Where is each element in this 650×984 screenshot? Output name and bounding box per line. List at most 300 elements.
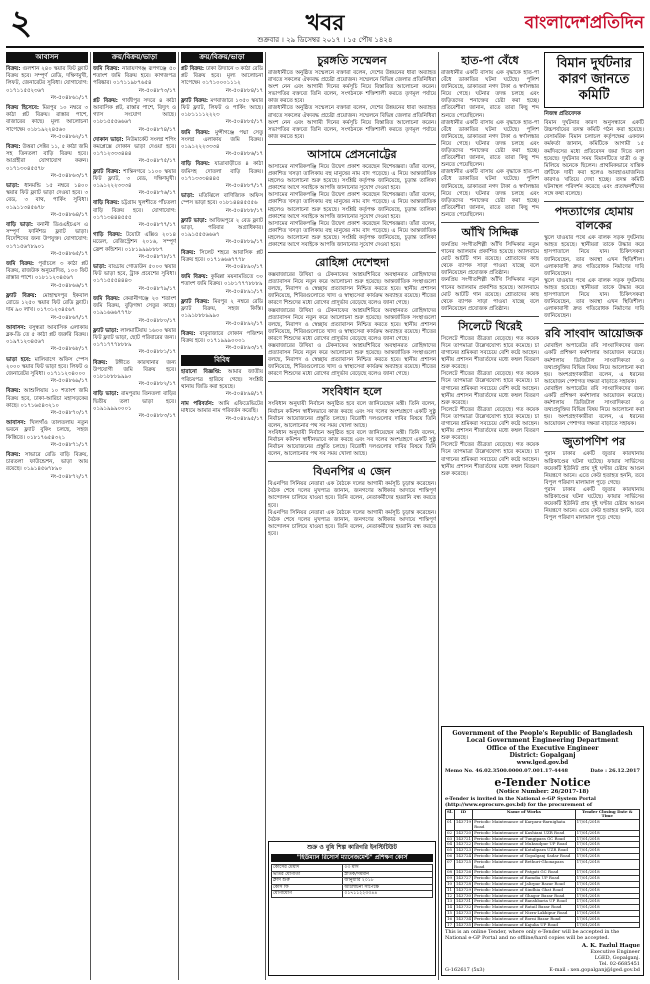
story-body: রাজধানীর একটি বাসায় এক বৃদ্ধাকে হাত-পা বেঁধে ডাকাতির ঘটনা ঘটেছে। পুলিশ জানিয়েছে, ডাকাতরা নগদ টাকা ও স্বর্ণালঙ্কার নিয়ে গেছে। ঘটনার তদন্ত চলছে এবং জড়িতদের শনাক্তের চেষ্টা করা হচ্ছে। প্রতিবেশীরা জানান, রাতে তারা কিছু শব্দ শুনতে পেয়েছিলেন।: [441, 119, 539, 169]
works-cell: 143719: [454, 820, 472, 831]
classified-ad-ref: নং-৫০৪৮৯৩/১৭: [225, 345, 263, 352]
works-cell: Periodic Maintenance of Kotalipara UZR Road: [473, 848, 575, 854]
classified-ad-ref: নং-৫০৪৮৬৫/১৭: [50, 250, 88, 257]
col-header: Sl.: [446, 809, 455, 820]
works-cell: 143732: [455, 904, 472, 910]
memo-line: [445, 768, 640, 774]
ad-cell: জানুয়ারি ২০১৮: [343, 878, 433, 885]
classified-ad: [93, 328, 176, 357]
works-table: [445, 809, 640, 929]
classified-ad-ref: নং-৫০৪৮৮১/১৭: [138, 349, 176, 356]
works-cell: 17/01/2018: [575, 910, 639, 916]
classified-ad-title: বিক্রয়:: [181, 249, 200, 256]
works-cell: 07: [446, 859, 455, 870]
story-divider: [268, 144, 436, 145]
notice-invite: e-Tender is invited in the National e-GP System Portal (http://www.eprocure.gov.bd) for the procurement of: [445, 795, 596, 808]
classified-ad-ref: নং-৫০৪৮৮৭/১৭: [225, 183, 263, 190]
classified-ad-title: বিক্রয়:: [6, 66, 23, 72]
ad-cell: আলোচনা সাপেক্ষে: [343, 884, 433, 891]
classified-ad-title: বিক্রয়:: [6, 144, 23, 151]
classified-ad-title: জমি বিক্রয়:: [181, 129, 216, 136]
classified-ad-ref: নং-৫০৪৮৮৮/১৭: [225, 207, 263, 214]
classified-ad: [181, 331, 263, 353]
story-body: রাজধানীতে অনুষ্ঠিত সম্মেলনে বক্তারা বলেন, দেশের উন্নয়নের ধারা অব্যাহত রাখতে সকলের ঐক্যবদ্ধ প্রচেষ্টা প্রয়োজন। সম্মেলনে বিভিন্ন জেলার প্রতিনিধিরা অংশ নেন এবং আগামী দিনের কর্মসূচি নিয়ে বিস্তারিত আলোচনা করেন। সভাপতির বক্তব্যে তিনি বলেন, সংগঠনকে শক্তিশালী করতে তৃণমূল পর্যায়ে কাজ করতে হবে।: [268, 70, 436, 105]
works-cell: 143731: [455, 898, 472, 904]
classified-ad-text: খিলগাঁও তালতলায় নতুন ভবনে ফ্ল্যাট বুকিং চলছে, সহজ কিস্তিতে। ০১৮১৭৬৫৪৩২১: [6, 420, 88, 441]
works-row: [446, 922, 640, 928]
story-body: আসামের নাগরিকপঞ্জি নিয়ে উদ্বেগ প্রকাশ করেছেন বিশেষজ্ঞরা। তাঁরা বলেন, প্রকাশিত খসড়া তালিকায় বহু মানুষের নাম বাদ পড়েছে। এ নিয়ে আন্তর্জাতিক মহলেও আলোচনা শুরু হয়েছে। সংশ্লিষ্ট কর্তৃপক্ষ জানিয়েছে, চূড়ান্ত তালিকা প্রকাশের আগে সবাইকে আপত্তি জানানোর সুযোগ দেওয়া হবে।: [268, 220, 436, 248]
classified-ad: [181, 218, 263, 247]
news-column-right-b: [544, 52, 644, 722]
classified-list: [6, 66, 88, 481]
works-cell: 06: [446, 854, 455, 860]
story-divider: [268, 381, 436, 382]
classified-ad: [6, 105, 88, 141]
classified-ad-ref: নং-৫০৪৮৮৬/১৭: [225, 151, 263, 158]
ad-cell: ক্লাস শুরু: [272, 878, 343, 885]
classified-ad-title: বিক্রয় হিসেবে:: [6, 105, 43, 112]
story-body: স্কুলে যাওয়ার পথে এক বালক সড়ক দুর্ঘটনায় আহত হয়েছে। স্থানীয়রা তাকে উদ্ধার করে হাসপাতালে নিয়ে যান। চিকিৎসকরা জানিয়েছেন, তার অবস্থা এখন স্থিতিশীল। এলাকাবাসী দ্রুত গতিরোধক নির্মাণের দাবি জানিয়েছেন।: [544, 235, 644, 277]
story-title: আসামে প্রেসনোট্টের: [307, 147, 397, 161]
classified-ad-title: নাম পরিবর্তন:: [181, 401, 219, 408]
masthead-rule: [6, 46, 644, 48]
classified-ad-text: মিরপুর ১০ নম্বরে ৩ কাঠা প্লট বিক্রয়। রাস্তার পাশে, বাজারের কাছে। মূল্য আলোচনা সাপেক্ষে। ০১৮১৯২২৪৫৬০: [6, 105, 88, 133]
classified-ad: [6, 66, 88, 102]
works-cell: 17/01/2018: [575, 876, 639, 882]
story-body: পুরান ঢাকার একটি জুতার কারখানায় অগ্নিকাণ্ডের ঘটনা ঘটেছে। ফায়ার সার্ভিসের কয়েকটি ইউনিট প্রায় দুই ঘণ্টার চেষ্টায় আগুন নিয়ন্ত্রণে আনে। এতে কেউ হতাহত হননি, তবে বিপুল পরিমাণ মালামাল পুড়ে গেছে।: [544, 451, 644, 486]
classified-ad-title: বিক্রয়:: [181, 330, 200, 337]
works-cell: 143725: [454, 859, 472, 870]
works-cell: Periodic Maintenance of Ratail Bazar Road: [473, 905, 575, 911]
works-row: [446, 820, 640, 831]
works-cell: 03: [446, 836, 455, 842]
works-cell: Periodic Maintenance of Sindhia Ghat Road: [473, 887, 575, 893]
classified-ad-ref: নং-৫০৪৮৭৭/১৭: [138, 222, 176, 229]
works-cell: 17/01/2018: [575, 854, 639, 860]
gov-line: Local Government Engineering Department: [466, 737, 619, 745]
classified-ad: [181, 369, 263, 398]
classified-ad-title: ফ্ল্যাট বিক্রয়:: [6, 292, 43, 299]
classified-ad-ref: নং-৫০৪৮৬৪/১৭: [50, 211, 88, 218]
classified-ad-text: আমার জাতীয় পরিচয়পত্র হারিয়ে গেছে। সংশ্লিষ্ট থানায় জিডি করা হয়েছে।: [181, 369, 263, 390]
classified-ad: [6, 183, 88, 219]
training-advertisement: [268, 841, 436, 976]
classified-ad: [93, 360, 176, 389]
works-cell: 143728: [455, 880, 472, 886]
classified-ad: [181, 161, 263, 190]
gov-line: Government of the People's Republic of Bangladesh: [452, 730, 633, 737]
classified-ad: [6, 144, 88, 180]
classified-ad-title: প্লট বিক্রয়:: [181, 66, 207, 72]
classified-ad: [181, 250, 263, 272]
classified-ad-text: বাড্ডায় গোডাউন ৫০০০ স্কয়ার ফিট ভাড়া হবে, ট্রাক প্রবেশের সুবিধা। ০১৭১৫৫৫৪৪৪৩: [93, 264, 176, 285]
ad-cell: ০১৭১১২২৩৩৪৪: [343, 891, 433, 898]
works-cell: 17/01/2018: [575, 887, 639, 893]
classified-ad-title: ভাড়া:: [93, 264, 109, 271]
works-cell: 143727: [455, 875, 472, 881]
works-cell: 09: [446, 876, 455, 882]
classified-ad-ref: নং-৫০৪৮৯৪/১৭: [225, 390, 263, 397]
classified-ad-ref: নং-৫০৪৮৬৬/১৭: [50, 282, 88, 289]
story-body: কক্সবাজারের উখিয়া ও টেকনাফের আশ্রয়শিবিরে অবস্থানরত রোহিঙ্গাদের প্রত্যাবাসন নিয়ে নতুন করে আলোচনা শুরু হয়েছে। আন্তর্জাতিক সংস্থাগুলো বলছে, নিরাপদ ও স্বেচ্ছায় প্রত্যাবাসন নিশ্চিত করতে হবে। স্থানীয় প্রশাসন জানিয়েছে, শিবিরগুলোতে খাদ্য ও স্বাস্থ্যসেবা কার্যক্রম অব্যাহত রয়েছে। শীতের কারণে শিশুদের মধ্যে রোগের প্রাদুর্ভাব বেড়েছে বলেও জানা গেছে।: [268, 272, 436, 307]
classified-ad-title: জমি বিক্রয়:: [6, 261, 39, 268]
classified-ad-ref: নং-৫০৪৮৭৯/১৭: [138, 285, 176, 292]
works-cell: 13: [446, 899, 455, 905]
classified-ad-title: বাড়ি বিক্রয়:: [93, 200, 122, 207]
story-body: জনপ্রিয় সংগীতশিল্পী আঁখি সিদ্দিকার নতুন গানের অ্যালবাম প্রকাশিত হয়েছে। অ্যালবামে মোট আটটি গান রয়েছে। শ্রোতাদের কাছ থেকে ব্যাপক সাড়া পাওয়া যাচ্ছে বলে জানিয়েছেন প্রযোজক প্রতিষ্ঠান।: [441, 277, 539, 312]
classified-ad: [181, 299, 263, 328]
works-cell: Periodic Maintenance of Ramdia UP Road: [473, 876, 575, 882]
classified-ad-ref: নং-৫০৪৮৬২/১৭: [50, 133, 88, 140]
classified-ad-title: আবাসন:: [6, 324, 29, 331]
classified-ad-text: যাত্রাবাড়ীতে ৪ কাঠা জমিসহ দোতলা বাড়ি বিক্রয়। ০১৭১৩৩৩৪৪৪৫: [181, 161, 263, 182]
classified-ad-text: বনানী ডিওএইচএস এ সম্পূর্ণ ফার্নিশড ফ্ল্যাট ভাড়া। বিদেশিদের জন্য উপযুক্ত। যোগাযোগ: ০১৭১৫৬৭৮৯০১: [6, 222, 88, 250]
works-cell: 143726: [455, 869, 472, 875]
classified-ad-title: ফ্ল্যাট বিক্রয়:: [181, 97, 211, 104]
dateline: শুক্রবার । ২৯ ডিসেম্বর ২০১৭ । ১৫ পৌষ ১৪২৪: [257, 36, 393, 44]
works-cell: Periodic Maintenance of Kashiani UZR Road: [473, 830, 575, 836]
ad-banner: "হিউম্যান রিসোর্স ম্যানেজমেন্ট" প্রশিক্ষণ কোর্স: [271, 854, 433, 862]
ad-header: শুক্র ও বুধি শিল্প কারিগরি ইনস্টিটিউট: [307, 844, 397, 851]
story-body: সংবিধান অনুযায়ী নির্বাচন অনুষ্ঠিত হবে বলে জানিয়েছেন মন্ত্রী। তিনি বলেন, নির্বাচন কমিশন স্বাধীনভাবে কাজ করছে এবং সব দলের অংশগ্রহণে একটি সুষ্ঠু নির্বাচন আয়োজনের প্রস্তুতি চলছে। বিরোধী দলগুলোর দাবির বিষয়ে তিনি বলেন, আলোচনার পথ সব সময় খোলা আছে।: [268, 401, 436, 429]
classified-ad-title: বিক্রয়:: [6, 451, 25, 458]
classified-ad-title: ভাড়া:: [6, 183, 25, 190]
classified-ad-ref: নং-৫০৪৮৮২/১৭: [138, 381, 176, 388]
classified-ad: [93, 264, 176, 293]
classified-ad-text: গাজীপুর সদরে ৪ কাঠা আবাসিক প্লট, রাস্তার পাশে, বিদ্যুৎ ও গ্যাস সংযোগ আছে। ০১৮১৫৫৫৬৬৬৭: [93, 97, 176, 126]
story-title: চুরঙ্গতি সম্মেলন: [317, 54, 387, 67]
story-body: সিলেটে শীতের তীব্রতা বেড়েছে। গত কয়েক দিনে তাপমাত্রা উল্লেখযোগ্য হারে কমেছে। চা বাগানের শ্রমিকরা সবচেয়ে বেশি কষ্টে আছেন। স্থানীয় প্রশাসন শীতার্তদের মধ্যে কম্বল বিতরণ শুরু করেছে।: [441, 406, 539, 442]
classified-ad-text: ঢাকা উদ্যানে ৩ কাঠা রেডি প্লট বিক্রয় হবে। মূল্য আলোচনা সাপেক্ষে। ০১৭১০০০১১১২: [181, 66, 263, 87]
col-header: Name of Works: [473, 809, 575, 820]
col-header: ID: [454, 809, 472, 820]
classified-ad: [6, 420, 88, 449]
classified-list: [93, 66, 176, 420]
classified-ad-title: জমি বিক্রয়:: [93, 66, 123, 72]
classified-ad-text: মুন্সীগঞ্জে পদ্মা সেতু সংলগ্ন এলাকায় জমি বিক্রয়। ০১৯১২২২৩৩৩৪: [181, 129, 263, 151]
brand-logo: বাংলাদেশপ্রতিদিন: [524, 13, 644, 33]
classified-ad: [181, 130, 263, 159]
classified-ad-ref: নং-৫০৪৮৭৩/১৭: [138, 87, 176, 94]
works-cell: 02: [446, 830, 455, 836]
classified-ad-text: কুমিল্লা ময়নামতিতে ৩০ শতাংশ জমি বিক্রয়। ০১৮১৭৭৭৮৮৮৯: [181, 274, 263, 288]
works-cell: 17: [446, 922, 455, 928]
classified-ad: [6, 452, 88, 481]
classified-ad-ref: নং-৫০৪৮৮০/১৭: [138, 317, 176, 324]
column-rule: [265, 52, 266, 980]
classified-ad-title: গাড়ি বিক্রয়:: [93, 232, 127, 239]
classified-ad-title: দোকান ভাড়া:: [93, 136, 126, 143]
gov-website: www.lged.gov.bd: [516, 759, 569, 766]
ad-row: [272, 884, 433, 891]
story-title: রবি সাংবাদ আয়োজক: [545, 327, 643, 341]
classified-ad-text: আমি এফিডেভিটের মাধ্যমে আমার নাম পরিবর্তন করেছি।: [181, 401, 263, 415]
story-title: সংবিধান হলে: [322, 385, 382, 399]
story-body: সিলেটে শীতের তীব্রতা বেড়েছে। গত কয়েক দিনে তাপমাত্রা উল্লেখযোগ্য হারে কমেছে। চা বাগানের শ্রমিকরা সবচেয়ে বেশি কষ্টে আছেন। স্থানীয় প্রশাসন শীতার্তদের মধ্যে কম্বল বিতরণ শুরু করেছে।: [441, 335, 539, 371]
story-divider: [544, 201, 644, 202]
works-cell: Periodic Maintenance of Bethuri-Ghonapara Road: [473, 859, 575, 870]
story-body: রাজধানীতে অনুষ্ঠিত সম্মেলনে বক্তারা বলেন, দেশের উন্নয়নের ধারা অব্যাহত রাখতে সকলের ঐক্যবদ্ধ প্রচেষ্টা প্রয়োজন। সম্মেলনে বিভিন্ন জেলার প্রতিনিধিরা অংশ নেন এবং আগামী দিনের কর্মসূচি নিয়ে বিস্তারিত আলোচনা করেন। সভাপতির বক্তব্যে তিনি বলেন, সংগঠনকে শক্তিশালী করতে তৃণমূল পর্যায়ে কাজ করতে হবে।: [268, 105, 436, 140]
classified-ad-title: বিক্রয়:: [93, 359, 116, 366]
classified-ad-text: ধানমন্ডি ১৫ নম্বরে ১৪০০ স্কয়ার ফিট ফ্ল্যাট ভাড়া দেওয়া হবে। ৩ বেড, ৩ বাথ, পার্কিং সুবিধা। ০১৯১১৩৪৫৬৭৮: [6, 183, 88, 211]
story-title: সিলেটে থিরেই: [458, 319, 522, 333]
signatory-office: LGED, Gopalganj.: [594, 955, 640, 962]
story-title: হাত-পা বেঁধে: [461, 54, 519, 67]
signatory-title: Executive Engineer: [590, 949, 640, 956]
works-row: [446, 859, 640, 870]
notice-title: e-Tender Notice: [494, 775, 591, 789]
classified-ad-title: ফ্ল্যাট বিক্রয়:: [93, 168, 124, 175]
works-cell: 15: [446, 910, 455, 916]
classified-ad: [181, 66, 263, 95]
gov-line: District: Gopalganj: [509, 752, 576, 760]
story-byline: নিজস্ব প্রতিবেদক: [544, 111, 581, 117]
classified-ad-text: মগবাজারে ১৩৫০ স্কয়ার ফিট ফ্ল্যাট, লিফট ও পার্কিং আছে। ০১৮১১১১২২২৩: [181, 97, 263, 119]
classified-ad-ref: নং-৫০৪৮৭১/১৭: [50, 441, 88, 448]
classified-ad-text: পূর্বাচলে ৩ কাঠা প্লট বিক্রয়, রাজউক অনুমোদিত, ১০০ ফিট রাস্তার পাশে। ০১৮১১২৩৪৫৬৭: [6, 261, 88, 282]
classifieds-column-3: [181, 52, 263, 980]
story-title: পদত্যাগের হোমায় বালকের: [554, 205, 634, 233]
classified-ad-ref: নং-৫০৪৮৯২/১৭: [225, 320, 263, 327]
classified-ad: [181, 193, 263, 215]
classified-ad-text: বাবুবাজারে দোকান পজিশন বিক্রয় হবে। ০১৭১৯৯৯০০০১: [181, 330, 263, 344]
column-rule: [438, 52, 439, 980]
classified-ad-text: কেরানীগঞ্জে ২০ শতাংশ জমি বিক্রয়, বুড়িগঙ্গা সেতুর কাছে। ০১৯১৬৬৬৭৭৭৮: [93, 295, 176, 317]
classified-ad: [6, 293, 88, 322]
works-cell: 17/01/2018: [575, 842, 639, 848]
classified-ad: [6, 222, 88, 258]
classified-ad-text: শান্তিনগরে ১১০০ স্কয়ার ফিট ফ্ল্যাট, ৩ বেড, দক্ষিণমুখী। ০১৯১২২২৩৩৩৪: [93, 168, 176, 190]
classified-ad: [6, 388, 88, 417]
classified-ad-text: নারায়ণগঞ্জ রূপগঞ্জে ৫০ শতাংশ জমি বিক্রয় হবে। কাগজপত্র পরিষ্কার। ০১৭১১৯৮৭৬৫৪: [93, 66, 176, 87]
works-cell: 143735: [455, 921, 472, 927]
story-body: স্কুলে যাওয়ার পথে এক বালক সড়ক দুর্ঘটনায় আহত হয়েছে। স্থানীয়রা তাকে উদ্ধার করে হাসপাতালে নিয়ে যান। চিকিৎসকরা জানিয়েছেন, তার অবস্থা এখন স্থিতিশীল। এলাকাবাসী দ্রুত গতিরোধক নির্মাণের দাবি জানিয়েছেন।: [544, 277, 644, 320]
works-cell: 17/01/2018: [575, 922, 639, 928]
classified-ad-ref: নং-৫০৪৮৬১/১৭: [50, 94, 88, 101]
memo-date: Date : 26.12.2017: [590, 767, 640, 774]
classified-ad-ref: নং-৫০৪৮৯৫/১৭: [225, 415, 263, 422]
works-cell: 17/01/2018: [575, 916, 639, 922]
works-cell: 143730: [455, 892, 472, 898]
works-cell: 17/01/2018: [575, 820, 639, 831]
classifieds-heading: আবাসন: [6, 52, 88, 63]
classified-ad: [93, 137, 176, 166]
classified-ad: [6, 357, 88, 386]
works-cell: 17/01/2018: [575, 881, 639, 887]
classified-ad-ref: নং-৫০৪৮৭৮/১৭: [138, 253, 176, 260]
classified-ad-ref: নং-৫০৪৮৭৪/১৭: [138, 126, 176, 133]
lead-story-title: বিমান দুর্ঘটনার কারণ জানতে কমিটি: [544, 52, 644, 108]
story-body: আসামের নাগরিকপঞ্জি নিয়ে উদ্বেগ প্রকাশ করেছেন বিশেষজ্ঞরা। তাঁরা বলেন, প্রকাশিত খসড়া তালিকায় বহু মানুষের নাম বাদ পড়েছে। এ নিয়ে আন্তর্জাতিক মহলেও আলোচনা শুরু হয়েছে। সংশ্লিষ্ট কর্তৃপক্ষ জানিয়েছে, চূড়ান্ত তালিকা প্রকাশের আগে সবাইকে আপত্তি জানানোর সুযোগ দেওয়া হবে।: [268, 163, 436, 192]
classified-ad-title: ফ্ল্যাট বিক্রয়:: [181, 298, 213, 305]
e-tender-notice: [441, 726, 644, 976]
story-body: বিএনপির সিনিয়র নেতারা এক বৈঠকে দলের আগামী কর্মসূচি চূড়ান্ত করেছেন। বৈঠক শেষে দলের মুখপাত্র জানান, জনগণের অধিকার আদায়ে শান্তিপূর্ণ আন্দোলন চালিয়ে যাওয়া হবে। তিনি বলেন, নেতাকর্মীদের হয়রানি বন্ধ করতে হবে।: [268, 481, 436, 509]
classified-list: [181, 369, 263, 422]
classifieds-heading: ক্রয়/বিক্রয়/ভাড়া: [93, 52, 176, 63]
signatory-name: A. K. Fazlul Haque: [581, 943, 640, 950]
ad-cell: ভর্তির যোগ্যতা: [272, 871, 343, 878]
masthead: [6, 4, 644, 46]
works-cell: 17/01/2018: [575, 870, 639, 876]
works-cell: 143734: [455, 915, 472, 921]
story-divider: [441, 222, 539, 223]
classified-ad: [181, 98, 263, 127]
classified-ad-ref: নং-৫০৪৮৮৩/১৭: [138, 412, 176, 419]
classified-ad-ref: নং-৫০৪৮৬৭/১৭: [50, 314, 88, 321]
notice-footer: This is an online Tender, where only e-Tender will be accepted in the National e-GP Portal and no offline/hard copies will be accepted.: [445, 929, 620, 942]
story-divider: [544, 431, 644, 432]
classified-ad-text: উত্তরা সেক্টর ১১, ৫ কাঠা জমি সহ তিনতলা বাড়ি বিক্রয় হবে। আগ্রহীরা যোগাযোগ করুন। ০১৭১৩০৪৫৫৭৮: [6, 144, 88, 172]
column-rule: [90, 52, 91, 980]
story-title: জুতাপণিশ পর: [562, 435, 626, 449]
story-body: আসামের নাগরিকপঞ্জি নিয়ে উদ্বেগ প্রকাশ করেছেন বিশেষজ্ঞরা। তাঁরা বলেন, প্রকাশিত খসড়া তালিকায় বহু মানুষের নাম বাদ পড়েছে। এ নিয়ে আন্তর্জাতিক মহলেও আলোচনা শুরু হয়েছে। সংশ্লিষ্ট কর্তৃপক্ষ জানিয়েছে, চূড়ান্ত তালিকা প্রকাশের আগে সবাইকে আপত্তি জানানোর সুযোগ দেওয়া হবে।: [268, 192, 436, 220]
classified-ad-text: নিউমার্কেট সংলগ্ন শপিং কমপ্লেক্সে দোকান ভাড়া দেওয়া হবে। ০১৭১২৩৩৩৪৪৪: [93, 136, 176, 158]
story-body: সিলেটে শীতের তীব্রতা বেড়েছে। গত কয়েক দিনে তাপমাত্রা উল্লেখযোগ্য হারে কমেছে। চা বাগানের শ্রমিকরা সবচেয়ে বেশি কষ্টে আছেন। স্থানীয় প্রশাসন শীতার্তদের মধ্যে কম্বল বিতরণ শুরু করেছে।: [441, 442, 539, 477]
story-divider: [441, 316, 539, 317]
memo-number: Memo No. 46.02.3500.0000.07.001.17-4448: [445, 767, 568, 774]
works-cell: Periodic Maintenance of Muksudpur UP Road: [473, 842, 575, 848]
story-body: মোবাইল অপারেটর রবি সাংবাদিকদের জন্য একটি প্রশিক্ষণ কর্মশালার আয়োজন করেছে। কর্মশালায় ডিজিটাল সাংবাদিকতা ও তথ্যপ্রযুক্তির বিভিন্ন বিষয় নিয়ে আলোচনা করা হয়। অংশগ্রহণকারীরা বলেন, এ ধরনের আয়োজন পেশাগত দক্ষতা বাড়াতে সহায়ক।: [544, 343, 644, 385]
works-cell: Periodic Maintenance of Borni Bazar Road: [473, 916, 575, 922]
classified-ad-text: টঙ্গীতে কারখানার জন্য উপযোগী জমি বিক্রয় হবে। ০১৮১৮৮৮৯৯৯০: [93, 359, 176, 380]
classified-ad: [93, 232, 176, 261]
notice-number: (Notice Number: 26/2017-18): [496, 788, 589, 795]
classified-ad: [6, 261, 88, 290]
classified-ad-ref: নং-৫০৪৮৭২/১৭: [50, 473, 88, 480]
story-body: পুরান ঢাকার একটি জুতার কারখানায় অগ্নিকাণ্ডের ঘটনা ঘটেছে। ফায়ার সার্ভিসের কয়েকটি ইউনিট প্রায় দুই ঘণ্টার চেষ্টায় আগুন নিয়ন্ত্রণে আনে। এতে কেউ হতাহত হননি, তবে বিপুল পরিমাণ মালামাল পুড়ে গেছে।: [544, 486, 644, 522]
classified-ad-ref: নং-৫০৪৮৬৯/১৭: [50, 378, 88, 385]
classified-ad-text: গুলশান ২৪০ স্কয়ার ফিট ফ্ল্যাট বিক্রয় হবে। সম্পূর্ণ রেডি, দক্ষিণমুখী, লিফট, জেনারেটর সুবিধা। যোগাযোগ: ০১৭১১৫৫২৩৬৭: [6, 66, 88, 94]
works-cell: 04: [446, 842, 455, 848]
classified-ad-text: বসুন্ধরা আবাসিক এলাকায় ব্লক-ডি তে ৫ কাঠা প্লট জরুরি বিক্রয়। ০১৯৭১২৩৪৫৬৭: [6, 324, 88, 346]
classified-ad-text: সিলেট শহরে আবাসিক প্লট বিক্রয় হবে। ০১৭১৬৬৬৭৭৭৮: [181, 249, 263, 263]
classified-ad: [93, 66, 176, 95]
classified-ad-ref: নং-৫০৪৮৭৬/১৭: [138, 190, 176, 197]
classified-ad-ref: নং-৫০৪৮৮৯/১৭: [225, 239, 263, 246]
ad-row: [272, 878, 433, 885]
classified-ad: [93, 169, 176, 198]
classified-ad-ref: নং-৫০৪৮৭০/১৭: [50, 409, 88, 416]
works-cell: 17/01/2018: [575, 905, 639, 911]
works-cell: 143721: [455, 835, 472, 841]
classified-ad-text: লালমাটিয়ায় ১৬০০ স্কয়ার ফিট ফ্ল্যাট ভাড়া, ছোট পরিবারের জন্য। ০১৭১৭৭৭৮৮৮৯: [93, 327, 176, 349]
story-body: রাজধানীর একটি বাসায় এক বৃদ্ধাকে হাত-পা বেঁধে ডাকাতির ঘটনা ঘটেছে। পুলিশ জানিয়েছে, ডাকাতরা নগদ টাকা ও স্বর্ণালঙ্কার নিয়ে গেছে। ঘটনার তদন্ত চলছে এবং জড়িতদের শনাক্তের চেষ্টা করা হচ্ছে। প্রতিবেশীরা জানান, রাতে তারা কিছু শব্দ শুনতে পেয়েছিলেন।: [441, 70, 539, 119]
classified-ad-text: মিরপুর ২ নম্বরে রেডি ফ্ল্যাট বিক্রয়, সহজ কিস্তি। ০১৯১৮৮৮৯৯৯০: [181, 298, 263, 320]
works-cell: Periodic Maintenance of Patgati GC Road: [473, 870, 575, 876]
news-column-center: [268, 52, 436, 837]
story-title: রোহিঙ্গা দেশেহুদা: [314, 256, 390, 270]
page-number: ২: [10, 3, 33, 43]
classified-ad: [181, 401, 263, 423]
works-cell: 17/01/2018: [575, 848, 639, 854]
signatory-tel: Tel. 02-6685451: [598, 961, 640, 968]
classified-ad: [6, 325, 88, 354]
story-title: বিএনপির এ জেন: [313, 465, 391, 479]
story-divider: [268, 252, 436, 253]
works-cell: 11: [446, 887, 455, 893]
classified-ad-ref: নং-৫০৪৮৮৫/১৭: [225, 119, 263, 126]
works-cell: 17/01/2018: [575, 859, 639, 870]
classified-ad-title: ভাড়া:: [181, 193, 199, 200]
story-divider: [268, 461, 436, 462]
classified-ad-ref: নং-৫০৪৮৬৮/১৭: [50, 346, 88, 353]
classified-ad-ref: নং-৫০৪৮৮৪/১৭: [225, 87, 263, 94]
classified-ad-title: বিক্রয়:: [6, 388, 24, 395]
works-cell: 17/01/2018: [575, 893, 639, 899]
classified-ad-title: বাড়ি বিক্রয়:: [181, 161, 215, 168]
works-cell: 05: [446, 848, 455, 854]
ad-cell: যোগাযোগ: [272, 891, 343, 898]
works-cell: Periodic Maintenance of Jalirpar Bazar Road: [473, 881, 575, 887]
classifieds-column-1: [6, 52, 88, 980]
ad-cell: ০৩ মাস: [343, 865, 433, 872]
works-cell: Periodic Maintenance of Gopalganj Sadar Road: [473, 854, 575, 860]
story-divider: [544, 323, 644, 324]
story-body: কক্সবাজারের উখিয়া ও টেকনাফের আশ্রয়শিবিরে অবস্থানরত রোহিঙ্গাদের প্রত্যাবাসন নিয়ে নতুন করে আলোচনা শুরু হয়েছে। আন্তর্জাতিক সংস্থাগুলো বলছে, নিরাপদ ও স্বেচ্ছায় প্রত্যাবাসন নিশ্চিত করতে হবে। স্থানীয় প্রশাসন জানিয়েছে, শিবিরগুলোতে খাদ্য ও স্বাস্থ্যসেবা কার্যক্রম অব্যাহত রয়েছে। শীতের কারণে শিশুদের মধ্যে রোগের প্রাদুর্ভাব বেড়েছে বলেও জানা গেছে।: [268, 343, 436, 378]
ad-row: [272, 871, 433, 878]
works-cell: Periodic Maintenance of Nizra-Lakhipur Road: [473, 910, 575, 916]
section-name: খবর: [305, 10, 345, 36]
classified-ad-ref: নং-৫০৪৮৯১/১৭: [225, 288, 263, 295]
classified-ad-text: আশুলিয়ায় ১০ শতাংশ জমি বিক্রয় হবে, ঢাকা-আরিচা মহাসড়কের কাছে। ০১৭১৬৫৪৩২১০: [6, 388, 88, 409]
story-body: মোবাইল অপারেটর রবি সাংবাদিকদের জন্য একটি প্রশিক্ষণ কর্মশালার আয়োজন করেছে। কর্মশালায় ডিজিটাল সাংবাদিকতা ও তথ্যপ্রযুক্তির বিভিন্ন বিষয় নিয়ে আলোচনা করা হয়। অংশগ্রহণকারীরা বলেন, এ ধরনের আয়োজন পেশাগত দক্ষতা বাড়াতে সহায়ক।: [544, 385, 644, 428]
ad-row: [272, 865, 433, 872]
classified-ad-title: জমি বিক্রয়:: [93, 295, 124, 302]
works-cell: 143724: [455, 853, 472, 858]
story-body: জনপ্রিয় সংগীতশিল্পী আঁখি সিদ্দিকার নতুন গানের অ্যালবাম প্রকাশিত হয়েছে। অ্যালবামে মোট আটটি গান রয়েছে। শ্রোতাদের কাছ থেকে ব্যাপক সাড়া পাওয়া যাচ্ছে বলে জানিয়েছেন প্রযোজক প্রতিষ্ঠান।: [441, 241, 539, 277]
classified-ad-ref: নং-৫০৪৮৬৩/১৭: [50, 172, 88, 179]
works-cell: 143723: [455, 847, 472, 853]
classified-list: [181, 66, 263, 352]
classified-ad-text: মালিবাগে অফিস স্পেস ২০০০ স্কয়ার ফিট ভাড়া হবে। লিফট ও জেনারেটর সুবিধা। ০১৭১১২৩৪০০০: [6, 356, 88, 377]
classified-ad-title: বাড়ি ভাড়া:: [6, 222, 37, 229]
classified-ad-text: মতিঝিলে বাণিজ্যিক অফিস স্পেস ভাড়া হবে। ০১৮১৪৪৪৫৫৫৬: [181, 193, 263, 207]
col-header: Tender Closing Date & Time: [575, 809, 639, 820]
news-column-right-a: [441, 52, 539, 722]
story-title: আঁখি সিদ্দিক্ক: [461, 225, 519, 239]
classifieds-column-2: [93, 52, 176, 980]
works-cell: Periodic Maintenance of Ghagor Bazar Road: [473, 893, 575, 899]
classified-ad-text: সাভারে রেডি বাড়ি বিক্রয়, চারতলা ফাউন্ডেশন, ভাড়া আয় রয়েছে। ০১৯১৪৫৬৭৮৯০: [6, 451, 88, 473]
classified-ad: [181, 274, 263, 296]
works-cell: 143720: [455, 829, 472, 835]
works-cell: 17/01/2018: [575, 836, 639, 842]
column-rule: [178, 52, 179, 980]
ad-row: [272, 891, 433, 898]
classified-ad-text: রামপুরায় তিনতলা বাড়ির দ্বিতীয় তলা ভাড়া হবে। ০১৯১৯৯৯০০০১: [93, 391, 176, 412]
classified-ad-title: বাড়ি ভাড়া:: [93, 391, 122, 398]
ad-cell: স্নাতক/সমমান: [343, 871, 433, 878]
classified-ad-title: ফ্ল্যাট ভাড়া:: [181, 217, 210, 224]
works-cell: 12: [446, 893, 455, 899]
ad-cell: কোর্স ফি: [272, 884, 343, 891]
gd-reference: G-162617 (5x3): [445, 967, 485, 973]
works-cell: 17/01/2018: [575, 830, 639, 836]
works-cell: 08: [446, 870, 455, 876]
works-cell: Periodic Maintenance of Karpara-Barnighata Road: [473, 820, 575, 831]
story-body: সিলেটে শীতের তীব্রতা বেড়েছে। গত কয়েক দিনে তাপমাত্রা উল্লেখযোগ্য হারে কমেছে। চা বাগানের শ্রমিকরা সবচেয়ে বেশি কষ্টে আছেন। স্থানীয় প্রশাসন শীতার্তদের মধ্যে কম্বল বিতরণ শুরু করেছে।: [441, 371, 539, 406]
works-cell: 17/01/2018: [575, 899, 639, 905]
works-cell: 10: [446, 881, 455, 887]
classified-ad-ref: নং-৫০৪৮৭৫/১৭: [138, 158, 176, 165]
classified-ad-text: মোহাম্মদপুর ইকবাল রোডে ১২৫০ স্কয়ার ফিট রেডি ফ্ল্যাট। দাম ৯০ লাখ। ০১৭৩১২৩৪৫৬৭: [6, 292, 88, 314]
classified-ad-ref: নং-৫০৪৮৯০/১৭: [225, 264, 263, 271]
classified-ad: [93, 98, 176, 134]
works-cell: Periodic Maintenance of Tungipara GC Road: [473, 836, 575, 842]
classified-ad-title: জমি বিক্রয়:: [181, 274, 211, 281]
classified-ad: [93, 391, 176, 420]
classified-ad-text: টয়োটা এক্সিও ২০১৪ মডেল, রেজিস্ট্রেশন ২০১৬, সম্পূর্ণ ফ্রেশ কন্ডিশন। ০১৮১৯৯৯৮৮৮৭: [93, 232, 176, 253]
